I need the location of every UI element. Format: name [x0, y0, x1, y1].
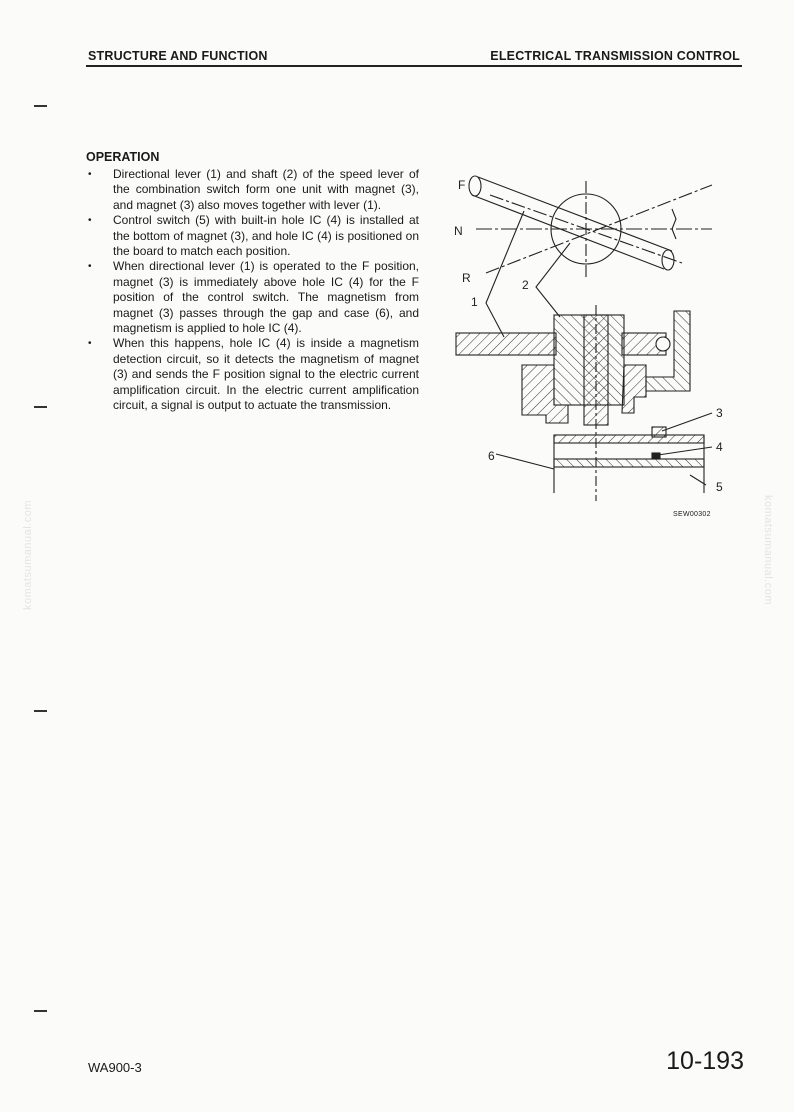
switch-diagram — [450, 165, 750, 525]
hole-ic — [652, 453, 660, 459]
page-edge-mark — [34, 710, 47, 712]
callout-3: 3 — [716, 406, 723, 420]
lever-bar-edge — [478, 177, 672, 251]
shaft-section — [456, 333, 556, 355]
callout-5: 5 — [716, 480, 723, 494]
page-edge-mark — [34, 1010, 47, 1012]
callout-leader-3 — [662, 413, 712, 431]
section-title: OPERATION — [86, 150, 160, 164]
callout-6: 6 — [488, 449, 495, 463]
footer-page-number: 10-193 — [666, 1047, 744, 1075]
bullet-item: • Directional lever (1) and shaft (2) of the speed lever of the combination switch form one unit with magnet (3), and magnet (3) also moves together with lever (1). — [86, 167, 419, 213]
page-edge-mark — [34, 406, 47, 408]
callout-1: 1 — [471, 295, 478, 309]
housing — [622, 365, 646, 413]
footer-model: WA900-3 — [88, 1060, 142, 1075]
callout-2: 2 — [522, 278, 529, 292]
callout-leader-6 — [496, 454, 554, 469]
header-right: ELECTRICAL TRANSMISSION CONTROL — [490, 49, 740, 63]
bar-break — [672, 209, 676, 239]
watermark-right: komatsumanual.com — [762, 495, 774, 605]
callout-4: 4 — [716, 440, 723, 454]
page-edge-mark — [34, 105, 47, 107]
operation-bullet-list — [86, 167, 419, 414]
shaft-end — [656, 337, 670, 351]
lever-bar-end — [469, 176, 481, 196]
watermark-left: komatsumanual.com — [22, 500, 34, 610]
header-left: STRUCTURE AND FUNCTION — [88, 49, 268, 63]
label-neutral: N — [454, 224, 463, 238]
label-forward: F — [458, 178, 466, 192]
header-rule — [86, 65, 742, 67]
bullet-item: • Control switch (5) with built-in hole IC (4) is installed at the bottom of magnet (3), and hole IC (4) is positioned on the board to match each position. — [86, 213, 419, 259]
label-reverse: R — [462, 271, 471, 285]
figure-code: SEW00302 — [673, 511, 711, 518]
callout-leader-2 — [536, 243, 570, 317]
case-top — [554, 435, 704, 443]
callout-leader-1 — [486, 211, 524, 337]
lever-bar-edge — [472, 195, 664, 269]
bullet-item: • When directional lever (1) is operated to the F position, magnet (3) is immediately above hole IC (4) for the F position of the control switch. The magnetism from magnet (3) passes through the gap and case (6), and magnetism is applied to hole IC (4). — [86, 259, 419, 336]
control-switch-board — [554, 459, 704, 467]
bullet-item: • When this happens, hole IC (4) is inside a magnetism detection circuit, so it detects the magnetism of magnet (3) and sends the F position signal to the electric current amplification circuit. In the electric current amplification circuit, a signal is output to actuate the transmission. — [86, 336, 419, 413]
